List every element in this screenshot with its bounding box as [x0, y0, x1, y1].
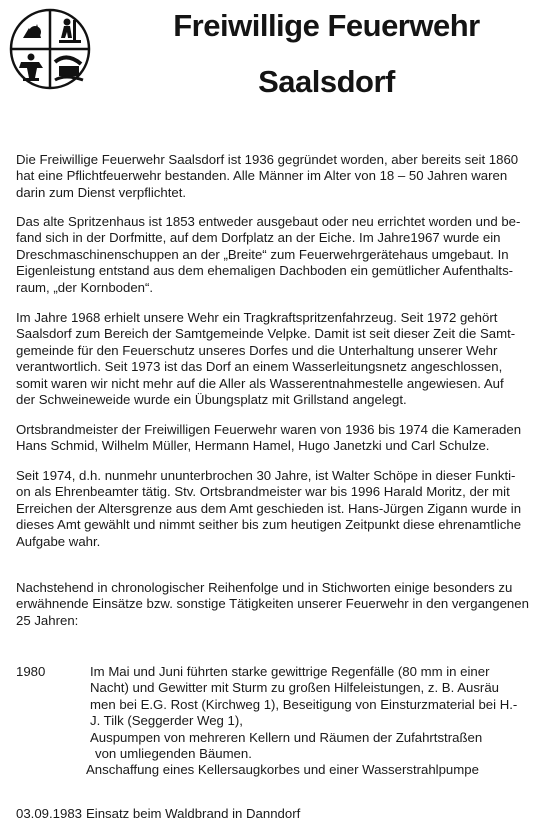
text-line: on als Ehrenbeamter tätig. Stv. Ortsbrandmeister war bis 1996 Harald Moritz, der mit	[16, 484, 510, 500]
text-line: der Schweineweide wurde ein Übungsplatz mit Grillstand angelegt.	[16, 392, 407, 408]
text-line: somit waren wir nicht mehr auf die Aller als Wasserentnahmestelle angewiesen. Auf	[16, 375, 504, 391]
page-title-line1: Freiwillige Feuerwehr	[173, 8, 480, 43]
text-line: dieses Amt gewählt und nimmt seither bis zum heutigen Zeitpunkt diese ehrenamtliche	[16, 517, 522, 533]
text-line: Auspumpen von mehreren Kellern und Räumen der Zufahrtstraßen	[90, 729, 483, 745]
text-line: erwähnende Einsätze bzw. sonstige Tätigkeiten unserer Feuerwehr in den vergangenen	[16, 596, 529, 612]
text-line: Nachstehend in chronologischer Reihenfolge und in Stichworten einige besonders zu	[16, 580, 513, 595]
text-line: Erreichen der Altersgrenze aus dem Amt geschieden ist. Hans-Jürgen Zigann wurde in	[16, 500, 522, 516]
page-title-line2: Saalsdorf	[258, 64, 395, 99]
text-line: raum, „der Kornboden“.	[16, 279, 154, 295]
entry-year: 03.09.1983	[16, 806, 83, 821]
fire-brigade-logo-icon	[9, 8, 91, 90]
text-line: J. Tilk (Seggerder Weg 1),	[90, 713, 243, 729]
text-line: 25 Jahren:	[16, 612, 79, 628]
paragraph-ortsbrandmeister	[16, 422, 536, 455]
paragraph-since-1974	[16, 468, 536, 550]
text-line: Einsatz beim Waldbrand in Danndorf	[86, 806, 301, 821]
entry-body	[86, 806, 536, 822]
text-line: hat eine Pflichtfeuerwehr bestanden. Alle Männer im Alter von 18 – 50 Jahren waren	[16, 168, 508, 184]
entry-body	[86, 664, 540, 779]
text-line: Dreschmaschinenschuppen an der „Breite“ zum Feuerwehrgerätehaus umgebaut. In	[16, 246, 509, 262]
text-line: Nacht) und Gewitter mit Sturm zu großen Hilfeleistungen, z. B. Ausräu	[90, 680, 499, 696]
text-line: Ortsbrandmeister der Freiwilligen Feuerwehr waren von 1936 bis 1974 die Kameraden	[16, 422, 522, 437]
text-line: Im Mai und Juni führten starke gewittrige Regenfälle (80 mm in einer	[90, 664, 490, 679]
text-line: gemeinde für den Feuerschutz unseres Dorfes und die Unterhaltung unserer Wehr	[16, 342, 498, 358]
text-line: men bei E.G. Rost (Kirchweg 1), Beseitigung von Einsturzmaterial bei H.-	[90, 696, 518, 712]
text-line: Saalsdorf zum Bereich der Samtgemeinde Velpke. Damit ist seit dieser Zeit die Samt-	[16, 326, 516, 342]
paragraph-founding	[16, 152, 536, 201]
paragraph-chronology-intro	[16, 580, 536, 629]
text-line: Das alte Spritzenhaus ist 1853 entweder ausgebaut oder neu errichtet worden und be-	[16, 214, 521, 229]
text-line: fand sich in der Dorfmitte, auf dem Dorfplatz an der Eiche. Im Jahre1967 wurde ein	[16, 230, 501, 246]
text-line: Die Freiwillige Feuerwehr Saalsdorf ist 1936 gegründet worden, aber bereits seit 1860	[16, 152, 519, 167]
text-line: darin zum Dienst verpflichtet.	[16, 184, 187, 200]
text-line: von umliegenden Bäumen.	[95, 746, 252, 762]
text-line: Aufgabe wahr.	[16, 533, 101, 549]
paragraph-spritzenhaus	[16, 214, 536, 296]
paragraph-1968	[16, 310, 536, 408]
text-line: Seit 1974, d.h. nunmehr ununterbrochen 30 Jahre, ist Walter Schöpe in dieser Funkti-	[16, 468, 516, 483]
entry-year: 1980	[16, 664, 46, 679]
text-line: Im Jahre 1968 erhielt unsere Wehr ein Tragkraftspritzenfahrzeug. Seit 1972 gehört	[16, 310, 498, 325]
text-line: verantwortlich. Seit 1973 ist das Dorf an einem Wasserleitungsnetz angeschlossen,	[16, 359, 503, 375]
text-line: Anschaffung eines Kellersaugkorbes und einer Wasserstrahlpumpe	[86, 762, 479, 778]
text-line: Eigenleistung entstand aus dem ehemaligen Dachboden ein gemütlicher Aufenthalts-	[16, 263, 514, 279]
text-line: Hans Schmid, Wilhelm Müller, Hermann Hamel, Hugo Janetzki und Carl Schulze.	[16, 438, 490, 454]
